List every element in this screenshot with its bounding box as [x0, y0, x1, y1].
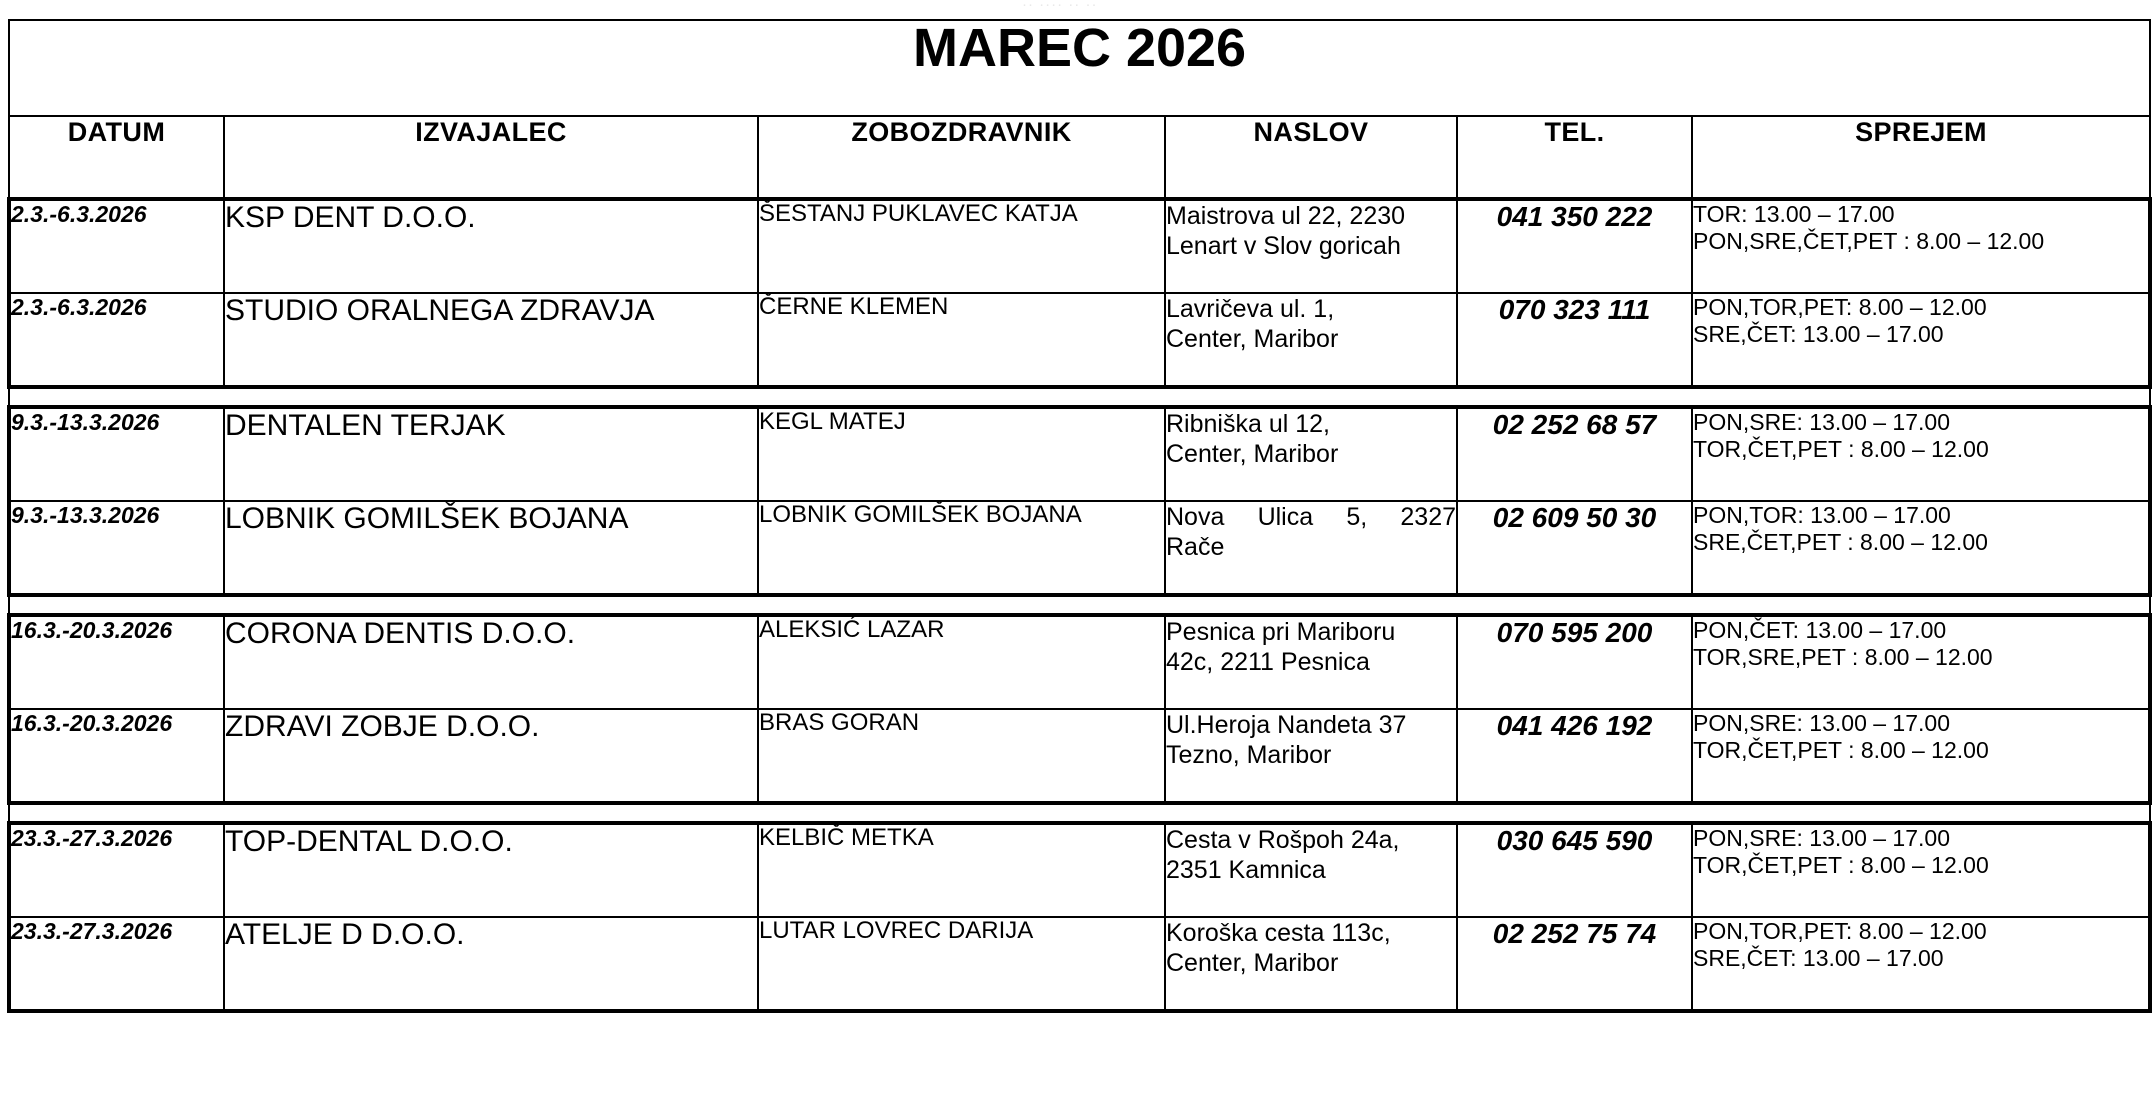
date-range: 2.3.-6.3.2026: [11, 294, 147, 320]
address-line-1: Pesnica pri Mariboru: [1166, 618, 1396, 646]
phone-number: 070 323 111: [1498, 294, 1651, 325]
table-row: [9, 823, 2150, 917]
cell-datum: [9, 917, 224, 1011]
dentist-name: ČERNE KLEMEN: [759, 293, 949, 320]
date-range: 16.3.-20.3.2026: [11, 710, 173, 736]
phone-number: 030 645 590: [1496, 825, 1653, 856]
cell-sprejem: [1692, 199, 2150, 293]
dentist-name: ALEKSIĆ LAZAR: [759, 616, 945, 643]
column-header-label: ZOBOZDRAVNIK: [851, 117, 1072, 147]
cell-sprejem: [1692, 615, 2150, 709]
cell-zobozdravnik: [758, 407, 1165, 501]
address-line-1: Koroška cesta 113c,: [1166, 919, 1391, 947]
cell-naslov: [1165, 407, 1457, 501]
cell-naslov: [1165, 917, 1457, 1011]
address-line-2: Center, Maribor: [1166, 325, 1339, 353]
cell-sprejem: [1692, 917, 2150, 1011]
office-hours: [1693, 617, 2148, 671]
cell-izvajalec: [224, 917, 758, 1011]
column-header-label: SPREJEM: [1855, 117, 1987, 147]
cell-sprejem: [1692, 823, 2150, 917]
group-separator: [9, 803, 2150, 823]
office-hours-line-1: PON,TOR,PET: 8.00 – 12.00: [1693, 294, 1987, 320]
phone-number: 041 350 222: [1496, 201, 1653, 232]
dentist-name: ŠESTANJ PUKLAVEC KATJA: [759, 200, 1078, 227]
column-header-label: IZVAJALEC: [415, 117, 567, 147]
cell-izvajalec: [224, 293, 758, 387]
cell-datum: [9, 501, 224, 595]
column-header-spr: [1692, 116, 2150, 199]
duty-roster-sheet: [7, 19, 2148, 1013]
office-hours-line-2: TOR,ČET,PET : 8.00 – 12.00: [1693, 736, 1989, 763]
address-line-2: Lenart v Slov goricah: [1166, 232, 1401, 260]
address: [1166, 409, 1456, 469]
address-line-1: Maistrova ul 22, 2230: [1166, 202, 1406, 230]
office-hours-line-1: PON,ČET: 13.00 – 17.00: [1693, 617, 1947, 643]
table-row: [9, 407, 2150, 501]
provider-name: STUDIO ORALNEGA ZDRAVJA: [225, 294, 655, 327]
header-row: [9, 116, 2150, 199]
cell-izvajalec: [224, 407, 758, 501]
office-hours: [1693, 502, 2148, 556]
cell-naslov: [1165, 709, 1457, 803]
office-hours: [1693, 201, 2148, 255]
cell-zobozdravnik: [758, 709, 1165, 803]
office-hours: [1693, 294, 2148, 348]
phone-number: 02 609 50 30: [1492, 502, 1657, 533]
office-hours-line-2: PON,SRE,ČET,PET : 8.00 – 12.00: [1693, 227, 2045, 254]
cell-sprejem: [1692, 407, 2150, 501]
address: [1166, 502, 1456, 562]
cell-datum: [9, 293, 224, 387]
provider-name: KSP DENT D.O.O.: [225, 201, 476, 234]
cell-telefon: [1457, 917, 1692, 1011]
duty-roster-table: [7, 19, 2152, 1013]
address-line-1: Ribniška ul 12,: [1166, 410, 1330, 438]
cell-izvajalec: [224, 615, 758, 709]
cell-izvajalec: [224, 501, 758, 595]
dentist-name: LOBNIK GOMILŠEK BOJANA: [759, 501, 1082, 528]
provider-name: LOBNIK GOMILŠEK BOJANA: [225, 502, 629, 535]
table-row: [9, 293, 2150, 387]
cell-izvajalec: [224, 823, 758, 917]
cell-naslov: [1165, 293, 1457, 387]
phone-number: 041 426 192: [1496, 710, 1653, 741]
office-hours-line-2: SRE,ČET,PET : 8.00 – 12.00: [1693, 528, 1988, 555]
table-row: [9, 501, 2150, 595]
office-hours-line-1: PON,TOR: 13.00 – 17.00: [1693, 502, 1951, 528]
address: [1166, 617, 1456, 677]
cell-datum: [9, 709, 224, 803]
phone-number: 02 252 68 57: [1492, 409, 1657, 440]
address-line-1: Lavričeva ul. 1,: [1166, 295, 1335, 323]
title-cell: [9, 20, 2150, 116]
cell-naslov: [1165, 615, 1457, 709]
date-range: 16.3.-20.3.2026: [11, 617, 173, 643]
office-hours-line-1: PON,SRE: 13.00 – 17.00: [1693, 409, 1950, 435]
phone-number: 02 252 75 74: [1492, 918, 1657, 949]
address-line-2: Center, Maribor: [1166, 949, 1339, 977]
provider-name: ATELJE D D.O.O.: [225, 918, 465, 951]
date-range: 2.3.-6.3.2026: [11, 201, 147, 227]
cell-datum: [9, 823, 224, 917]
cell-telefon: [1457, 293, 1692, 387]
clipped-text-remnant: ·· ···· ·· ··: [1022, 0, 1098, 10]
date-range: 9.3.-13.3.2026: [11, 409, 160, 435]
cell-sprejem: [1692, 501, 2150, 595]
group-separator-row: [9, 803, 2150, 823]
office-hours: [1693, 825, 2148, 879]
cell-datum: [9, 615, 224, 709]
group-separator-row: [9, 595, 2150, 615]
cell-telefon: [1457, 615, 1692, 709]
address-line-2: 2351 Kamnica: [1166, 856, 1326, 884]
date-range: 9.3.-13.3.2026: [11, 502, 160, 528]
page-title: MAREC 2026: [912, 18, 1247, 78]
cell-naslov: [1165, 199, 1457, 293]
date-range: 23.3.-27.3.2026: [11, 825, 173, 851]
cell-zobozdravnik: [758, 293, 1165, 387]
column-header-zob: [758, 116, 1165, 199]
dentist-name: KELBIČ METKA: [759, 824, 934, 851]
column-header-datum: [9, 116, 224, 199]
provider-name: ZDRAVI ZOBJE D.O.O.: [225, 710, 540, 743]
cell-telefon: [1457, 407, 1692, 501]
address: [1166, 201, 1456, 261]
table-row: [9, 615, 2150, 709]
cell-telefon: [1457, 823, 1692, 917]
office-hours-line-2: TOR,ČET,PET : 8.00 – 12.00: [1693, 435, 1989, 462]
address-line-1: Nova Ulica 5, 2327: [1166, 503, 1456, 531]
dentist-name: KEGL MATEJ: [759, 408, 906, 435]
table-row: [9, 709, 2150, 803]
cell-datum: [9, 199, 224, 293]
cell-zobozdravnik: [758, 917, 1165, 1011]
table-body: [9, 20, 2150, 1011]
office-hours-line-2: SRE,ČET: 13.00 – 17.00: [1693, 320, 1944, 347]
cell-datum: [9, 407, 224, 501]
group-separator-row: [9, 387, 2150, 407]
office-hours-line-2: TOR,ČET,PET : 8.00 – 12.00: [1693, 851, 1989, 878]
cell-zobozdravnik: [758, 199, 1165, 293]
dentist-name: LUTAR LOVREC DARIJA: [759, 917, 1034, 944]
table-row: [9, 199, 2150, 293]
office-hours-line-2: SRE,ČET: 13.00 – 17.00: [1693, 944, 1944, 971]
address-line-2: 42c, 2211 Pesnica: [1166, 648, 1370, 676]
cell-zobozdravnik: [758, 823, 1165, 917]
column-header-nas: [1165, 116, 1457, 199]
address: [1166, 918, 1456, 978]
column-header-izv: [224, 116, 758, 199]
office-hours-line-1: PON,SRE: 13.00 – 17.00: [1693, 825, 1950, 851]
group-separator: [9, 387, 2150, 407]
office-hours-line-1: TOR: 13.00 – 17.00: [1693, 201, 1895, 227]
cell-sprejem: [1692, 293, 2150, 387]
provider-name: DENTALEN TERJAK: [225, 409, 506, 442]
column-header-label: NASLOV: [1253, 117, 1369, 147]
cell-telefon: [1457, 199, 1692, 293]
office-hours: [1693, 710, 2148, 764]
office-hours-line-2: TOR,SRE,PET : 8.00 – 12.00: [1693, 643, 1993, 670]
office-hours-line-1: PON,SRE: 13.00 – 17.00: [1693, 710, 1950, 736]
dentist-name: BRAS GORAN: [759, 709, 920, 736]
cell-naslov: [1165, 501, 1457, 595]
cell-izvajalec: [224, 199, 758, 293]
cell-zobozdravnik: [758, 615, 1165, 709]
address-line-2: Rače: [1166, 533, 1225, 561]
address-line-1: Cesta v Rošpoh 24a,: [1166, 826, 1400, 854]
cell-izvajalec: [224, 709, 758, 803]
phone-number: 070 595 200: [1496, 617, 1653, 648]
table-row: [9, 917, 2150, 1011]
column-header-label: TEL.: [1544, 117, 1605, 147]
provider-name: CORONA DENTIS D.O.O.: [225, 617, 576, 650]
cell-zobozdravnik: [758, 501, 1165, 595]
date-range: 23.3.-27.3.2026: [11, 918, 173, 944]
address-line-2: Tezno, Maribor: [1166, 741, 1332, 769]
cell-telefon: [1457, 501, 1692, 595]
address: [1166, 710, 1456, 770]
office-hours: [1693, 918, 2148, 972]
title-row: [9, 20, 2150, 116]
cell-sprejem: [1692, 709, 2150, 803]
office-hours: [1693, 409, 2148, 463]
cell-telefon: [1457, 709, 1692, 803]
address-line-2: Center, Maribor: [1166, 440, 1339, 468]
office-hours-line-1: PON,TOR,PET: 8.00 – 12.00: [1693, 918, 1987, 944]
column-header-tel: [1457, 116, 1692, 199]
address: [1166, 294, 1456, 354]
group-separator: [9, 595, 2150, 615]
provider-name: TOP-DENTAL D.O.O.: [225, 825, 513, 858]
address-line-1: Ul.Heroja Nandeta 37: [1166, 711, 1407, 739]
address: [1166, 825, 1456, 885]
cell-naslov: [1165, 823, 1457, 917]
column-header-label: DATUM: [67, 117, 166, 147]
